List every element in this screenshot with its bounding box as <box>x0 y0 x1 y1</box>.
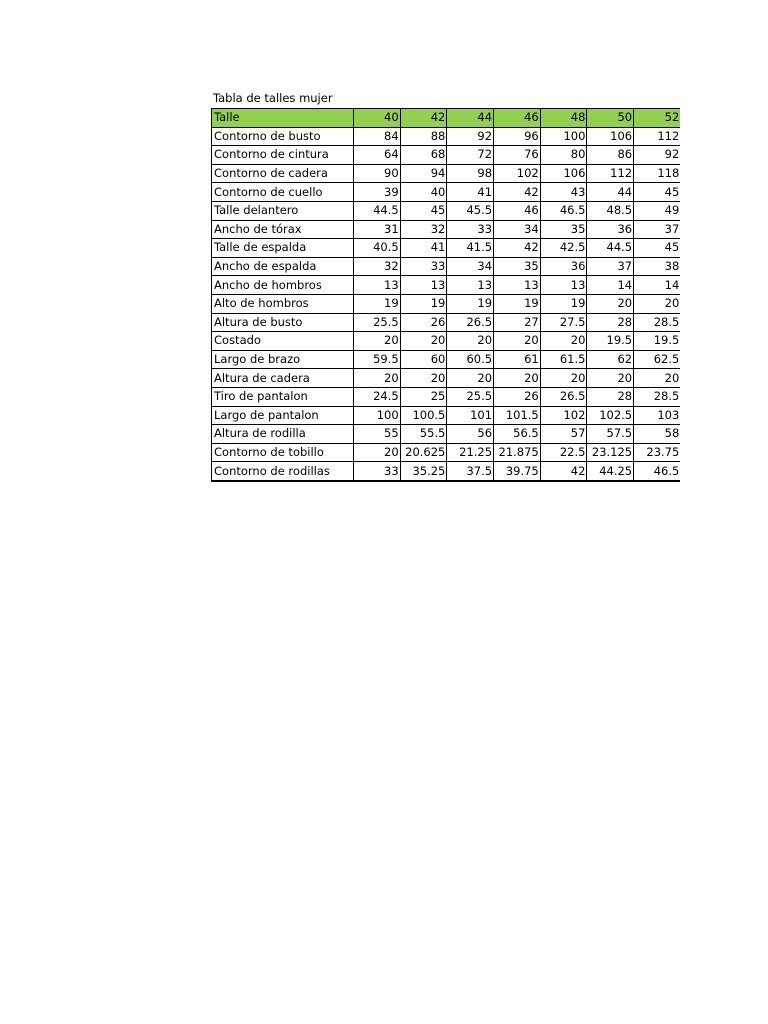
measurement-label-cell: Tiro de pantalon <box>212 387 354 406</box>
measurement-value-cell: 14 <box>587 276 634 295</box>
measurement-value-cell: 44 <box>587 183 634 202</box>
measurement-value-cell: 19 <box>354 294 401 313</box>
measurement-value-cell: 64 <box>354 146 401 165</box>
measurement-value-cell: 32 <box>354 257 401 276</box>
size-header-cell: 52 <box>634 109 681 128</box>
measurement-value-cell: 101.5 <box>494 406 541 425</box>
measurement-value-cell: 25.5 <box>447 387 494 406</box>
measurement-value-cell: 100.5 <box>400 406 447 425</box>
measurement-value-cell: 92 <box>447 127 494 146</box>
measurement-label-cell: Largo de pantalon <box>212 406 354 425</box>
measurement-value-cell: 31 <box>354 220 401 239</box>
measurement-value-cell: 28.5 <box>634 387 681 406</box>
measurement-value-cell: 35 <box>540 220 587 239</box>
measurement-value-cell: 20 <box>587 369 634 388</box>
measurement-value-cell: 102 <box>494 164 541 183</box>
measurement-value-cell: 25 <box>400 387 447 406</box>
measurement-value-cell: 42 <box>494 183 541 202</box>
measurement-value-cell: 76 <box>494 146 541 165</box>
measurement-value-cell: 45 <box>634 239 681 258</box>
measurement-value-cell: 20 <box>634 369 681 388</box>
measurement-value-cell: 48.5 <box>587 201 634 220</box>
measurement-value-cell: 37 <box>587 257 634 276</box>
table-row <box>212 313 681 332</box>
measurement-value-cell: 32 <box>400 220 447 239</box>
measurement-value-cell: 13 <box>354 276 401 295</box>
measurement-value-cell: 61 <box>494 350 541 369</box>
table-row <box>212 183 681 202</box>
measurement-label-cell: Ancho de hombros <box>212 276 354 295</box>
size-table-body <box>212 109 681 481</box>
measurement-value-cell: 44.5 <box>354 201 401 220</box>
measurement-value-cell: 21.25 <box>447 443 494 462</box>
measurement-value-cell: 19.5 <box>634 332 681 351</box>
measurement-label-cell: Ancho de espalda <box>212 257 354 276</box>
measurement-value-cell: 23.125 <box>587 443 634 462</box>
measurement-value-cell: 20.625 <box>400 443 447 462</box>
measurement-value-cell: 44.5 <box>587 239 634 258</box>
measurement-value-cell: 55 <box>354 425 401 444</box>
measurement-value-cell: 19 <box>447 294 494 313</box>
measurement-value-cell: 33 <box>447 220 494 239</box>
measurement-value-cell: 102 <box>540 406 587 425</box>
measurement-value-cell: 20 <box>587 294 634 313</box>
measurement-label-cell: Talle delantero <box>212 201 354 220</box>
measurement-value-cell: 20 <box>494 332 541 351</box>
measurement-value-cell: 33 <box>354 462 401 481</box>
measurement-value-cell: 20 <box>447 332 494 351</box>
measurement-value-cell: 27 <box>494 313 541 332</box>
measurement-label-cell: Contorno de cuello <box>212 183 354 202</box>
measurement-value-cell: 106 <box>540 164 587 183</box>
measurement-value-cell: 42 <box>540 462 587 481</box>
measurement-value-cell: 39 <box>354 183 401 202</box>
table-row <box>212 350 681 369</box>
measurement-value-cell: 23.75 <box>634 443 681 462</box>
measurement-value-cell: 49 <box>634 201 681 220</box>
measurement-value-cell: 46.5 <box>540 201 587 220</box>
measurement-value-cell: 45 <box>634 183 681 202</box>
measurement-value-cell: 68 <box>400 146 447 165</box>
measurement-value-cell: 36 <box>587 220 634 239</box>
measurement-value-cell: 59.5 <box>354 350 401 369</box>
measurement-value-cell: 40.5 <box>354 239 401 258</box>
measurement-value-cell: 62.5 <box>634 350 681 369</box>
measurement-value-cell: 61.5 <box>540 350 587 369</box>
measurement-value-cell: 37.5 <box>447 462 494 481</box>
table-row <box>212 257 681 276</box>
table-row <box>212 406 681 425</box>
measurement-value-cell: 40 <box>400 183 447 202</box>
measurement-value-cell: 46 <box>494 201 541 220</box>
measurement-value-cell: 56.5 <box>494 425 541 444</box>
measurement-value-cell: 13 <box>494 276 541 295</box>
measurement-value-cell: 101 <box>447 406 494 425</box>
measurement-value-cell: 20 <box>354 443 401 462</box>
measurement-value-cell: 13 <box>540 276 587 295</box>
measurement-value-cell: 112 <box>587 164 634 183</box>
measurement-value-cell: 103 <box>634 406 681 425</box>
measurement-value-cell: 26.5 <box>540 387 587 406</box>
measurement-value-cell: 20 <box>540 332 587 351</box>
measurement-value-cell: 80 <box>540 146 587 165</box>
measurement-label-cell: Ancho de tórax <box>212 220 354 239</box>
measurement-value-cell: 57 <box>540 425 587 444</box>
size-header-cell: 42 <box>400 109 447 128</box>
measurement-value-cell: 102.5 <box>587 406 634 425</box>
measurement-value-cell: 20 <box>354 332 401 351</box>
measurement-value-cell: 43 <box>540 183 587 202</box>
size-header-cell: 48 <box>540 109 587 128</box>
header-label-cell: Talle <box>212 109 354 128</box>
measurement-value-cell: 62 <box>587 350 634 369</box>
measurement-value-cell: 44.25 <box>587 462 634 481</box>
table-row <box>212 369 681 388</box>
measurement-value-cell: 26 <box>494 387 541 406</box>
measurement-value-cell: 20 <box>400 332 447 351</box>
header-row <box>212 109 681 128</box>
measurement-value-cell: 24.5 <box>354 387 401 406</box>
measurement-value-cell: 42 <box>494 239 541 258</box>
measurement-value-cell: 20 <box>400 369 447 388</box>
measurement-value-cell: 37 <box>634 220 681 239</box>
measurement-value-cell: 33 <box>400 257 447 276</box>
size-chart-sheet <box>211 89 680 482</box>
measurement-label-cell: Alto de hombros <box>212 294 354 313</box>
measurement-label-cell: Altura de rodilla <box>212 425 354 444</box>
measurement-value-cell: 28 <box>587 313 634 332</box>
measurement-value-cell: 20 <box>540 369 587 388</box>
table-row <box>212 146 681 165</box>
measurement-value-cell: 42.5 <box>540 239 587 258</box>
measurement-value-cell: 94 <box>400 164 447 183</box>
size-header-cell: 40 <box>354 109 401 128</box>
measurement-value-cell: 72 <box>447 146 494 165</box>
measurement-value-cell: 36 <box>540 257 587 276</box>
measurement-label-cell: Largo de brazo <box>212 350 354 369</box>
measurement-value-cell: 13 <box>447 276 494 295</box>
measurement-label-cell: Contorno de cintura <box>212 146 354 165</box>
measurement-label-cell: Altura de busto <box>212 313 354 332</box>
measurement-label-cell: Contorno de rodillas <box>212 462 354 481</box>
measurement-value-cell: 19 <box>400 294 447 313</box>
measurement-value-cell: 45 <box>400 201 447 220</box>
measurement-value-cell: 92 <box>634 146 681 165</box>
table-row <box>212 276 681 295</box>
size-header-cell: 50 <box>587 109 634 128</box>
measurement-value-cell: 19 <box>540 294 587 313</box>
table-row <box>212 239 681 258</box>
measurement-value-cell: 14 <box>634 276 681 295</box>
size-header-cell: 46 <box>494 109 541 128</box>
measurement-value-cell: 100 <box>540 127 587 146</box>
measurement-label-cell: Contorno de busto <box>212 127 354 146</box>
measurement-label-cell: Contorno de cadera <box>212 164 354 183</box>
measurement-value-cell: 20 <box>354 369 401 388</box>
measurement-value-cell: 60.5 <box>447 350 494 369</box>
measurement-value-cell: 20 <box>634 294 681 313</box>
measurement-label-cell: Altura de cadera <box>212 369 354 388</box>
measurement-value-cell: 26.5 <box>447 313 494 332</box>
measurement-value-cell: 28 <box>587 387 634 406</box>
table-row <box>212 387 681 406</box>
measurement-value-cell: 21.875 <box>494 443 541 462</box>
measurement-value-cell: 112 <box>634 127 681 146</box>
table-row <box>212 443 681 462</box>
measurement-value-cell: 90 <box>354 164 401 183</box>
measurement-value-cell: 34 <box>494 220 541 239</box>
measurement-value-cell: 56 <box>447 425 494 444</box>
table-row <box>212 201 681 220</box>
measurement-value-cell: 13 <box>400 276 447 295</box>
measurement-value-cell: 100 <box>354 406 401 425</box>
measurement-value-cell: 58 <box>634 425 681 444</box>
measurement-label-cell: Costado <box>212 332 354 351</box>
measurement-value-cell: 41.5 <box>447 239 494 258</box>
measurement-value-cell: 38 <box>634 257 681 276</box>
table-row <box>212 164 681 183</box>
measurement-value-cell: 27.5 <box>540 313 587 332</box>
measurement-value-cell: 34 <box>447 257 494 276</box>
measurement-value-cell: 22.5 <box>540 443 587 462</box>
measurement-label-cell: Contorno de tobillo <box>212 443 354 462</box>
measurement-value-cell: 96 <box>494 127 541 146</box>
table-row <box>212 462 681 481</box>
measurement-value-cell: 106 <box>587 127 634 146</box>
measurement-value-cell: 98 <box>447 164 494 183</box>
measurement-value-cell: 88 <box>400 127 447 146</box>
measurement-value-cell: 55.5 <box>400 425 447 444</box>
measurement-value-cell: 26 <box>400 313 447 332</box>
table-title: Tabla de talles mujer <box>213 91 333 105</box>
measurement-value-cell: 41 <box>447 183 494 202</box>
measurement-value-cell: 19 <box>494 294 541 313</box>
measurement-label-cell: Talle de espalda <box>212 239 354 258</box>
measurement-value-cell: 60 <box>400 350 447 369</box>
measurement-value-cell: 118 <box>634 164 681 183</box>
measurement-value-cell: 57.5 <box>587 425 634 444</box>
measurement-value-cell: 35 <box>494 257 541 276</box>
measurement-value-cell: 20 <box>494 369 541 388</box>
size-header-cell: 44 <box>447 109 494 128</box>
measurement-value-cell: 84 <box>354 127 401 146</box>
measurement-value-cell: 35.25 <box>400 462 447 481</box>
size-table <box>211 108 680 482</box>
table-row <box>212 332 681 351</box>
measurement-value-cell: 20 <box>447 369 494 388</box>
table-row <box>212 294 681 313</box>
measurement-value-cell: 45.5 <box>447 201 494 220</box>
measurement-value-cell: 41 <box>400 239 447 258</box>
table-row <box>212 220 681 239</box>
table-row <box>212 127 681 146</box>
measurement-value-cell: 19.5 <box>587 332 634 351</box>
measurement-value-cell: 39.75 <box>494 462 541 481</box>
table-row <box>212 425 681 444</box>
measurement-value-cell: 86 <box>587 146 634 165</box>
measurement-value-cell: 46.5 <box>634 462 681 481</box>
measurement-value-cell: 25.5 <box>354 313 401 332</box>
measurement-value-cell: 28.5 <box>634 313 681 332</box>
